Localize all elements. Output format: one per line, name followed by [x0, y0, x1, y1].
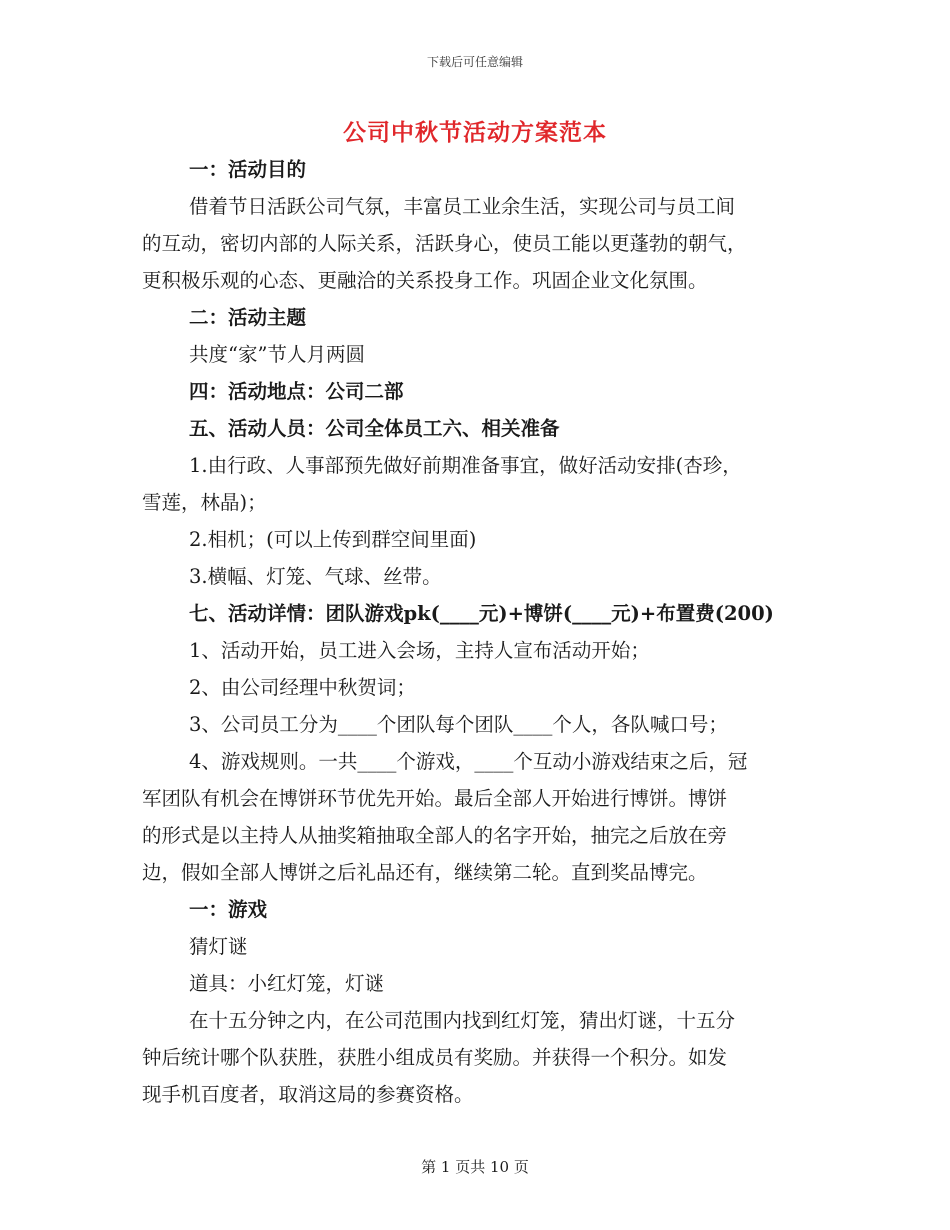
paragraph-line: 3.横幅、灯笼、气球、丝带。	[189, 565, 442, 588]
section-heading: 四：活动地点：公司二部	[189, 380, 404, 403]
section-heading: 一：活动目的	[189, 158, 307, 181]
paragraph-line: 2、由公司经理中秋贺词；	[189, 676, 416, 699]
document-body	[142, 151, 807, 1113]
paragraph-line: 钟后统计哪个队获胜，获胜小组成员有奖励。并获得一个积分。如发	[142, 1046, 728, 1069]
paragraph-line: 的互动，密切内部的人际关系，活跃身心，使员工能以更蓬勃的朝气，	[142, 232, 747, 255]
paragraph-line: 边，假如全部人博饼之后礼品还有，继续第二轮。直到奖品博完。	[142, 861, 708, 884]
paragraph-line: 借着节日活跃公司气氛，丰富员工业余生活，实现公司与员工间	[189, 195, 736, 218]
section-heading: 七、活动详情：团队游戏pk(____元)+博饼(____元)+布置费(200)	[189, 602, 774, 625]
paragraph-line: 猜灯谜	[189, 935, 248, 958]
paragraph-line: 现手机百度者，取消这局的参赛资格。	[142, 1083, 474, 1106]
paragraph-line: 3、公司员工分为____个团队每个团队____个人，各队喊口号；	[189, 713, 728, 736]
paragraph-line: 的形式是以主持人从抽奖箱抽取全部人的名字开始，抽完之后放在旁	[142, 824, 728, 847]
header-note: 下载后可任意编辑	[426, 55, 523, 69]
paragraph-line: 道具：小红灯笼，灯谜	[189, 972, 385, 995]
paragraph-line: 1.由行政、人事部预先做好前期准备事宜，做好活动安排(杏珍，	[189, 454, 742, 477]
section-heading: 二：活动主题	[189, 306, 307, 329]
paragraph-line: 共度“家”节人月两圆	[189, 343, 365, 366]
section-heading: 五、活动人员：公司全体员工六、相关准备	[189, 417, 560, 440]
page-footer: 第 1 页共 10 页	[421, 1158, 529, 1176]
paragraph-line: 在十五分钟之内，在公司范围内找到红灯笼，猜出灯谜，十五分	[189, 1009, 736, 1032]
paragraph-line: 军团队有机会在博饼环节优先开始。最后全部人开始进行博饼。博饼	[142, 787, 728, 810]
paragraph-line: 雪莲，林晶)；	[142, 491, 267, 514]
paragraph-line: 2.相机；(可以上传到群空间里面)	[189, 528, 477, 551]
document-title: 公司中秋节活动方案范本	[343, 119, 607, 146]
paragraph-line: 更积极乐观的心态、更融洽的关系投身工作。巩固企业文化氛围。	[142, 269, 708, 292]
paragraph-line: 1、活动开始，员工进入会场，主持人宣布活动开始；	[189, 639, 650, 662]
section-heading: 一：游戏	[189, 898, 268, 921]
paragraph-line: 4、游戏规则。一共____个游戏，____个互动小游戏结束之后，冠	[189, 750, 748, 773]
